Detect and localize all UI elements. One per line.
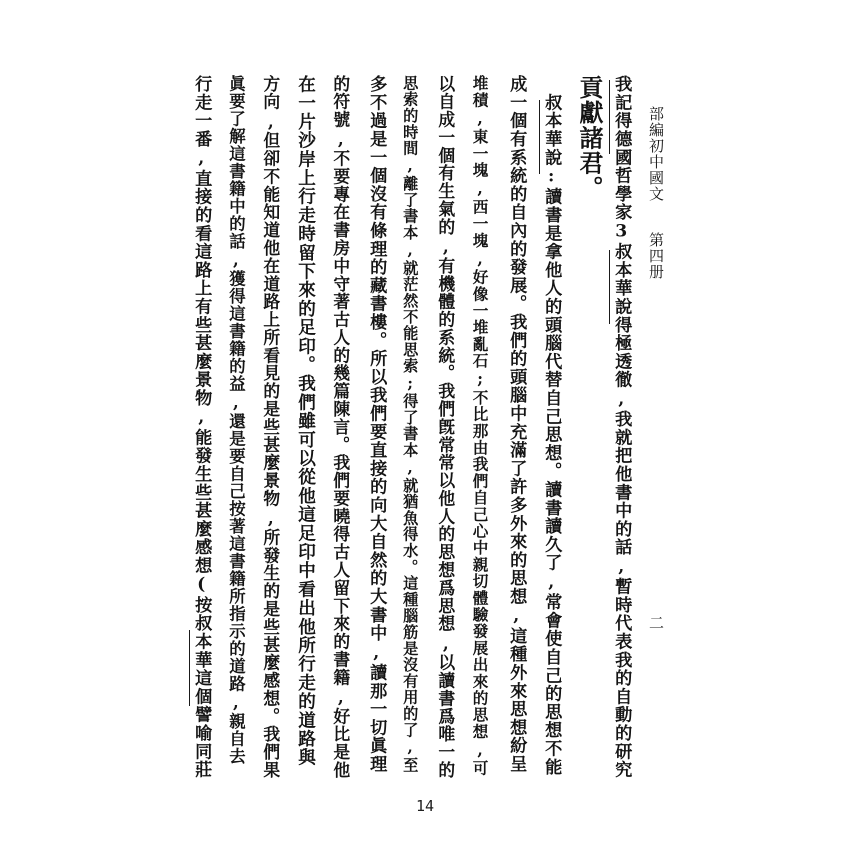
text-column-8: 多不過是一個沒有條理的藏書樓。所以我們要直接的向大自然的大書中,讀那一切眞理 — [366, 75, 387, 774]
page-number: 14 — [415, 797, 435, 815]
book-title: 部編初中國文 — [647, 106, 665, 202]
text-column-5: 堆積,東一塊,西一塊,好像一堆亂石;不比那由我們自己心中親切體驗發展出來的思想,可 — [470, 75, 490, 777]
text-column-9: 的符號,不要專在書房中守著古人的幾篇陳言。我們要曉得古人留下來的書籍,好比是他 — [330, 75, 351, 780]
proper-name-mark — [609, 250, 610, 324]
text-column-13: 行走一番,直接的看這路上有些甚麼景物,能發生些甚麼感想(按叔本華這個譬喻同莊 — [191, 75, 212, 779]
text-column-10: 在一片沙岸上行走時留下來的足印。我們雖可以從他這足印中看出他所行走的道路與 — [295, 75, 317, 767]
proper-name-mark — [539, 100, 540, 174]
proper-name-mark — [609, 80, 610, 154]
text-column-1: 我記得德國哲學家3叔本華說得極透徹,我就把他書中的話,暫時代表我的自動的研究 — [611, 75, 632, 779]
text-column-7: 思索的時間,離了書本,就茫然不能思索;得了書本,就猶魚得水。這種腦筋是沒有用的了,至 — [401, 75, 420, 774]
proper-name-mark — [189, 630, 190, 706]
text-column-6: 以自成一個有生氣的,有機體的系統。我們旣常常以他人的思想爲思想,以讀書爲唯一的 — [435, 75, 456, 780]
text-column-3: 叔本華說:讀書是拿他人的頭腦代替自己思想。讀書讀久了,常會使自己的思想不能 — [541, 75, 562, 776]
text-column-2: 貢獻諸君。 — [575, 75, 604, 201]
text-column-4: 成一個有系統的自內的發展。我們的頭腦中充滿了許多外來的思想,這種外來思想紛呈 — [506, 75, 527, 774]
volume-label: 第四册 — [647, 232, 665, 280]
text-column-12: 眞要了解這書籍中的話,獲得這書籍的益,還是要自己按著這書籍所指示的道路,親自去 — [226, 75, 246, 766]
running-header — [648, 106, 663, 280]
text-column-11: 方向,但卻不能知道他在道路上所看見的是些甚麼景物,所發生的是些甚麼感想。我們果 — [260, 75, 281, 780]
page-label: 二 — [647, 615, 665, 631]
